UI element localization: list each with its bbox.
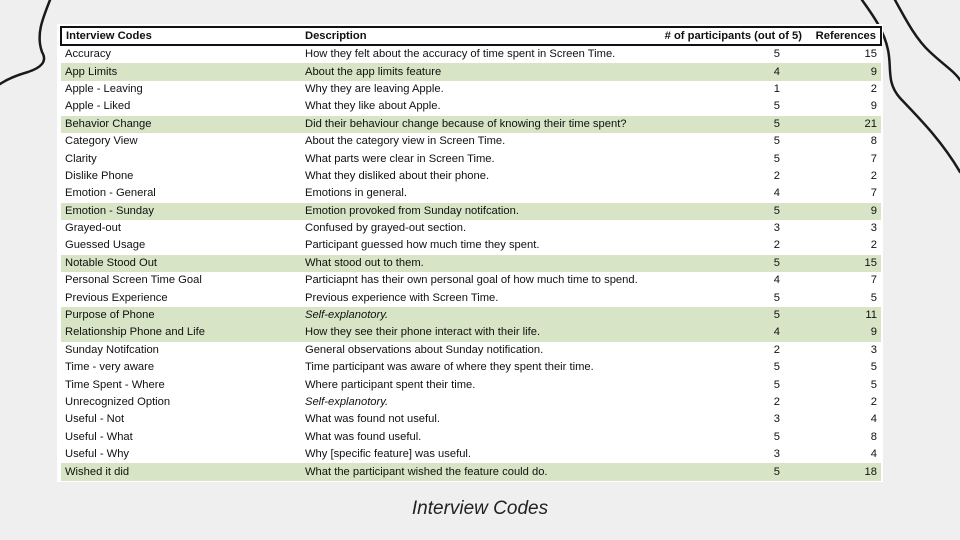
cell-description: What they disliked about their phone. (301, 168, 656, 185)
cell-interview-code: Emotion - Sunday (61, 203, 301, 220)
cell-description: How they see their phone interact with their life. (301, 324, 656, 341)
cell-interview-code: Time - very aware (61, 359, 301, 376)
cell-participants: 2 (656, 342, 806, 359)
table-row (61, 255, 881, 272)
cell-participants: 3 (656, 446, 806, 463)
cell-references: 2 (806, 168, 881, 185)
cell-references: 3 (806, 220, 881, 237)
cell-description: Emotion provoked from Sunday notifcation. (301, 203, 656, 220)
cell-interview-code: Unrecognized Option (61, 394, 301, 411)
cell-interview-code: Apple - Liked (61, 98, 301, 115)
cell-description: Previous experience with Screen Time. (301, 289, 656, 306)
cell-participants: 2 (656, 168, 806, 185)
cell-interview-code: Time Spent - Where (61, 376, 301, 393)
cell-interview-code: Behavior Change (61, 116, 301, 133)
cell-description: What parts were clear in Screen Time. (301, 150, 656, 167)
cell-references: 4 (806, 446, 881, 463)
cell-references: 9 (806, 324, 881, 341)
cell-description: Particiapnt has their own personal goal of how much time to spend. (301, 272, 656, 289)
table-row (61, 463, 881, 480)
cell-interview-code: Notable Stood Out (61, 255, 301, 272)
cell-description: Emotions in general. (301, 185, 656, 202)
cell-description: What was found useful. (301, 429, 656, 446)
right-squiggle-line-outer (895, 0, 960, 80)
cell-description: How they felt about the accuracy of time spent in Screen Time. (301, 45, 656, 63)
table-row (61, 237, 881, 254)
cell-references: 5 (806, 289, 881, 306)
header-interview-codes: Interview Codes (61, 27, 301, 45)
cell-interview-code: Personal Screen Time Goal (61, 272, 301, 289)
cell-description: Confused by grayed-out section. (301, 220, 656, 237)
cell-interview-code: Clarity (61, 150, 301, 167)
cell-references: 4 (806, 411, 881, 428)
cell-participants: 5 (656, 203, 806, 220)
cell-interview-code: Relationship Phone and Life (61, 324, 301, 341)
cell-interview-code: Grayed-out (61, 220, 301, 237)
cell-participants: 3 (656, 411, 806, 428)
cell-description: General observations about Sunday notification. (301, 342, 656, 359)
cell-references: 5 (806, 359, 881, 376)
cell-references: 5 (806, 376, 881, 393)
interview-codes-table-card (57, 24, 883, 482)
cell-description: Self-explanotory. (301, 394, 656, 411)
table-row (61, 272, 881, 289)
table-row (61, 63, 881, 80)
cell-references: 15 (806, 255, 881, 272)
cell-references: 21 (806, 116, 881, 133)
table-body (61, 45, 881, 481)
figure-caption: Interview Codes (411, 498, 549, 519)
cell-description: Why [specific feature] was useful. (301, 446, 656, 463)
cell-description: Time participant was aware of where they spent their time. (301, 359, 656, 376)
cell-participants: 5 (656, 45, 806, 63)
table-row (61, 81, 881, 98)
cell-participants: 2 (656, 394, 806, 411)
cell-description: Where participant spent their time. (301, 376, 656, 393)
cell-references: 3 (806, 342, 881, 359)
cell-interview-code: Accuracy (61, 45, 301, 63)
cell-description: What they like about Apple. (301, 98, 656, 115)
cell-participants: 4 (656, 185, 806, 202)
interview-codes-table (60, 26, 882, 481)
cell-participants: 5 (656, 429, 806, 446)
cell-interview-code: Guessed Usage (61, 237, 301, 254)
header-description: Description (301, 27, 656, 45)
table-row (61, 359, 881, 376)
cell-participants: 3 (656, 220, 806, 237)
table-row (61, 116, 881, 133)
table-row (61, 446, 881, 463)
header-participants: # of participants (out of 5) (656, 27, 806, 45)
table-row (61, 429, 881, 446)
cell-interview-code: App Limits (61, 63, 301, 80)
cell-references: 7 (806, 185, 881, 202)
cell-references: 7 (806, 272, 881, 289)
cell-references: 9 (806, 98, 881, 115)
table-row (61, 411, 881, 428)
cell-participants: 5 (656, 359, 806, 376)
cell-description: What stood out to them. (301, 255, 656, 272)
cell-interview-code: Dislike Phone (61, 168, 301, 185)
cell-participants: 4 (656, 63, 806, 80)
header-references: References (806, 27, 881, 45)
cell-interview-code: Useful - What (61, 429, 301, 446)
cell-description: What the participant wished the feature could do. (301, 463, 656, 480)
cell-interview-code: Apple - Leaving (61, 81, 301, 98)
cell-references: 18 (806, 463, 881, 480)
cell-interview-code: Useful - Not (61, 411, 301, 428)
table-row (61, 203, 881, 220)
cell-participants: 4 (656, 324, 806, 341)
cell-participants: 5 (656, 133, 806, 150)
table-row (61, 289, 881, 306)
cell-references: 2 (806, 81, 881, 98)
cell-participants: 5 (656, 255, 806, 272)
cell-interview-code: Previous Experience (61, 289, 301, 306)
table-row (61, 150, 881, 167)
cell-description: Why they are leaving Apple. (301, 81, 656, 98)
cell-participants: 5 (656, 307, 806, 324)
cell-participants: 5 (656, 289, 806, 306)
table-row (61, 45, 881, 63)
cell-references: 8 (806, 429, 881, 446)
cell-interview-code: Wished it did (61, 463, 301, 480)
table-row (61, 307, 881, 324)
cell-description: Self-explanotory. (301, 307, 656, 324)
cell-interview-code: Useful - Why (61, 446, 301, 463)
table-row (61, 168, 881, 185)
cell-participants: 5 (656, 150, 806, 167)
table-header-row (61, 27, 881, 45)
table-row (61, 98, 881, 115)
table-row (61, 185, 881, 202)
cell-interview-code: Emotion - General (61, 185, 301, 202)
cell-participants: 1 (656, 81, 806, 98)
table-row (61, 342, 881, 359)
table-row (61, 376, 881, 393)
cell-references: 7 (806, 150, 881, 167)
cell-participants: 2 (656, 237, 806, 254)
cell-description: About the app limits feature (301, 63, 656, 80)
cell-references: 9 (806, 203, 881, 220)
cell-references: 2 (806, 394, 881, 411)
cell-description: What was found not useful. (301, 411, 656, 428)
left-squiggle-line (0, 0, 50, 84)
cell-participants: 4 (656, 272, 806, 289)
cell-interview-code: Sunday Notifcation (61, 342, 301, 359)
table-row (61, 394, 881, 411)
cell-references: 15 (806, 45, 881, 63)
cell-description: About the category view in Screen Time. (301, 133, 656, 150)
cell-interview-code: Purpose of Phone (61, 307, 301, 324)
cell-description: Participant guessed how much time they spent. (301, 237, 656, 254)
table-row (61, 133, 881, 150)
table-row (61, 324, 881, 341)
cell-participants: 5 (656, 463, 806, 480)
cell-description: Did their behaviour change because of knowing their time spent? (301, 116, 656, 133)
cell-participants: 5 (656, 116, 806, 133)
table-row (61, 220, 881, 237)
cell-participants: 5 (656, 98, 806, 115)
cell-participants: 5 (656, 376, 806, 393)
cell-interview-code: Category View (61, 133, 301, 150)
cell-references: 2 (806, 237, 881, 254)
cell-references: 8 (806, 133, 881, 150)
cell-references: 9 (806, 63, 881, 80)
cell-references: 11 (806, 307, 881, 324)
